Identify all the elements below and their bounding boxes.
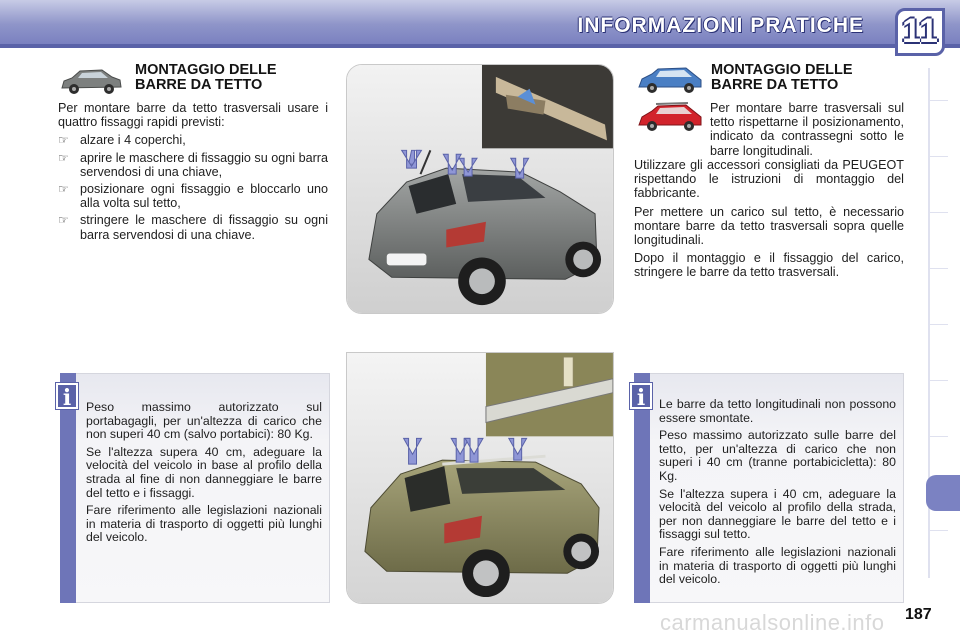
edge-tick [930,436,948,437]
edge-tick [930,156,948,157]
list-item [58,133,328,147]
info-icon: i [56,383,78,409]
left-heading-line2: BARRE DA TETTO [135,77,263,93]
page-header [0,0,960,52]
left-bullet-list [58,133,328,241]
info-left-text [86,401,322,549]
bullet-text: aprire le maschere di fissaggio su ogni barra servendosi di una chiave, [80,150,328,179]
edge-tick [930,530,948,531]
left-body [58,101,328,245]
page-number: 187 [905,606,932,623]
estate-roof-photo [346,352,614,604]
bullet-text: stringere le maschere di fissaggio su ogni barra servendosi di una chiave. [80,213,328,242]
right-body [634,158,904,284]
edge-tick [930,212,948,213]
pointing-hand-icon: ☞ [58,213,69,228]
estate-car-blue-icon [636,64,704,96]
section-title: INFORMAZIONI PRATICHE [577,14,864,37]
edge-tick [930,324,948,325]
right-paragraph-3: Per mettere un carico sul tetto, è necessario montare barre da tetto trasversali sopra quelle longitudinali. [634,204,904,248]
bullet-text: posizionare ogni fissaggio e bloccarlo uno alla volta sul tetto, [80,182,328,211]
bullet-text: alzare i 4 coperchi, [80,133,186,148]
watermark: carmanualsonline.info [660,610,885,635]
edge-tick [930,268,948,269]
pointing-hand-icon: ☞ [58,182,69,197]
info-left-paragraph-2: Se l'altezza supera 40 cm, adeguare la velocità del veicolo in base al profilo della strada al fine di non danneggiare le barre del tetto e i fissaggi. [86,444,322,500]
header-rule [0,44,960,48]
left-intro: Per montare barre da tetto trasversali usare i quattro fissaggi rapidi previsti: [58,101,328,130]
info-icon: i [630,383,652,409]
left-heading-line1: MONTAGGIO DELLE [135,62,277,78]
edge-tick [930,100,948,101]
estate-car-red-icon [636,100,704,134]
info-right-paragraph-1: Le barre da tetto longitudinali non possono essere smontate. [659,397,896,425]
edge-tab-active[interactable] [926,475,960,511]
info-left-paragraph-1: Peso massimo autorizzato sul portabagagli, per un'altezza di carico che non superi 40 cm (salvo portabici): 80 Kg. [86,400,322,442]
right-heading [711,63,853,93]
pointing-hand-icon: ☞ [58,150,69,165]
pointing-hand-icon: ☞ [58,133,69,148]
info-left-paragraph-3: Fare riferimento alle legislazioni nazionali in materia di trasporto di oggetti più lunghi del veicolo. [86,503,322,545]
list-item [58,213,328,241]
info-right-paragraph-4: Fare riferimento alle legislazioni nazionali in materia di trasporto di oggetti più lunghi del veicolo. [659,544,896,587]
right-paragraph-1: Per montare barre trasversali sul tetto rispettarne il posizionamento, indicato da contrassegni sotto le barre longitudinali. [710,101,904,158]
right-paragraph-2: Utilizzare gli accessori consigliati da PEUGEOT rispettando le istruzioni di montaggio del fabbricante. [634,158,904,201]
info-right-paragraph-3: Se l'altezza supera i 40 cm, adeguare la velocità del veicolo al profilo della strada, per non danneggiare le barre del tetto e i fissaggi sul tetto. [659,486,896,542]
right-body-first [710,101,904,162]
info-right-text [659,398,896,591]
list-item [58,182,328,210]
right-heading-line1: MONTAGGIO DELLE [711,62,853,78]
right-paragraph-4: Dopo il montaggio e il fissaggio del carico, stringere le barre da tetto trasversali. [634,251,904,280]
info-right-paragraph-2: Peso massimo autorizzato sulle barre del tetto, per un'altezza di carico che non superi i 40 cm (tranne portabicicletta): 80 Kg. [659,428,896,483]
left-heading [135,63,277,93]
hatchback-car-icon [58,66,124,96]
edge-tick [930,380,948,381]
right-heading-line2: BARRE DA TETTO [711,77,839,93]
chapter-number: 11 [902,12,938,50]
chapter-tab [895,8,945,56]
hatchback-roof-photo [346,64,614,314]
list-item [58,151,328,179]
